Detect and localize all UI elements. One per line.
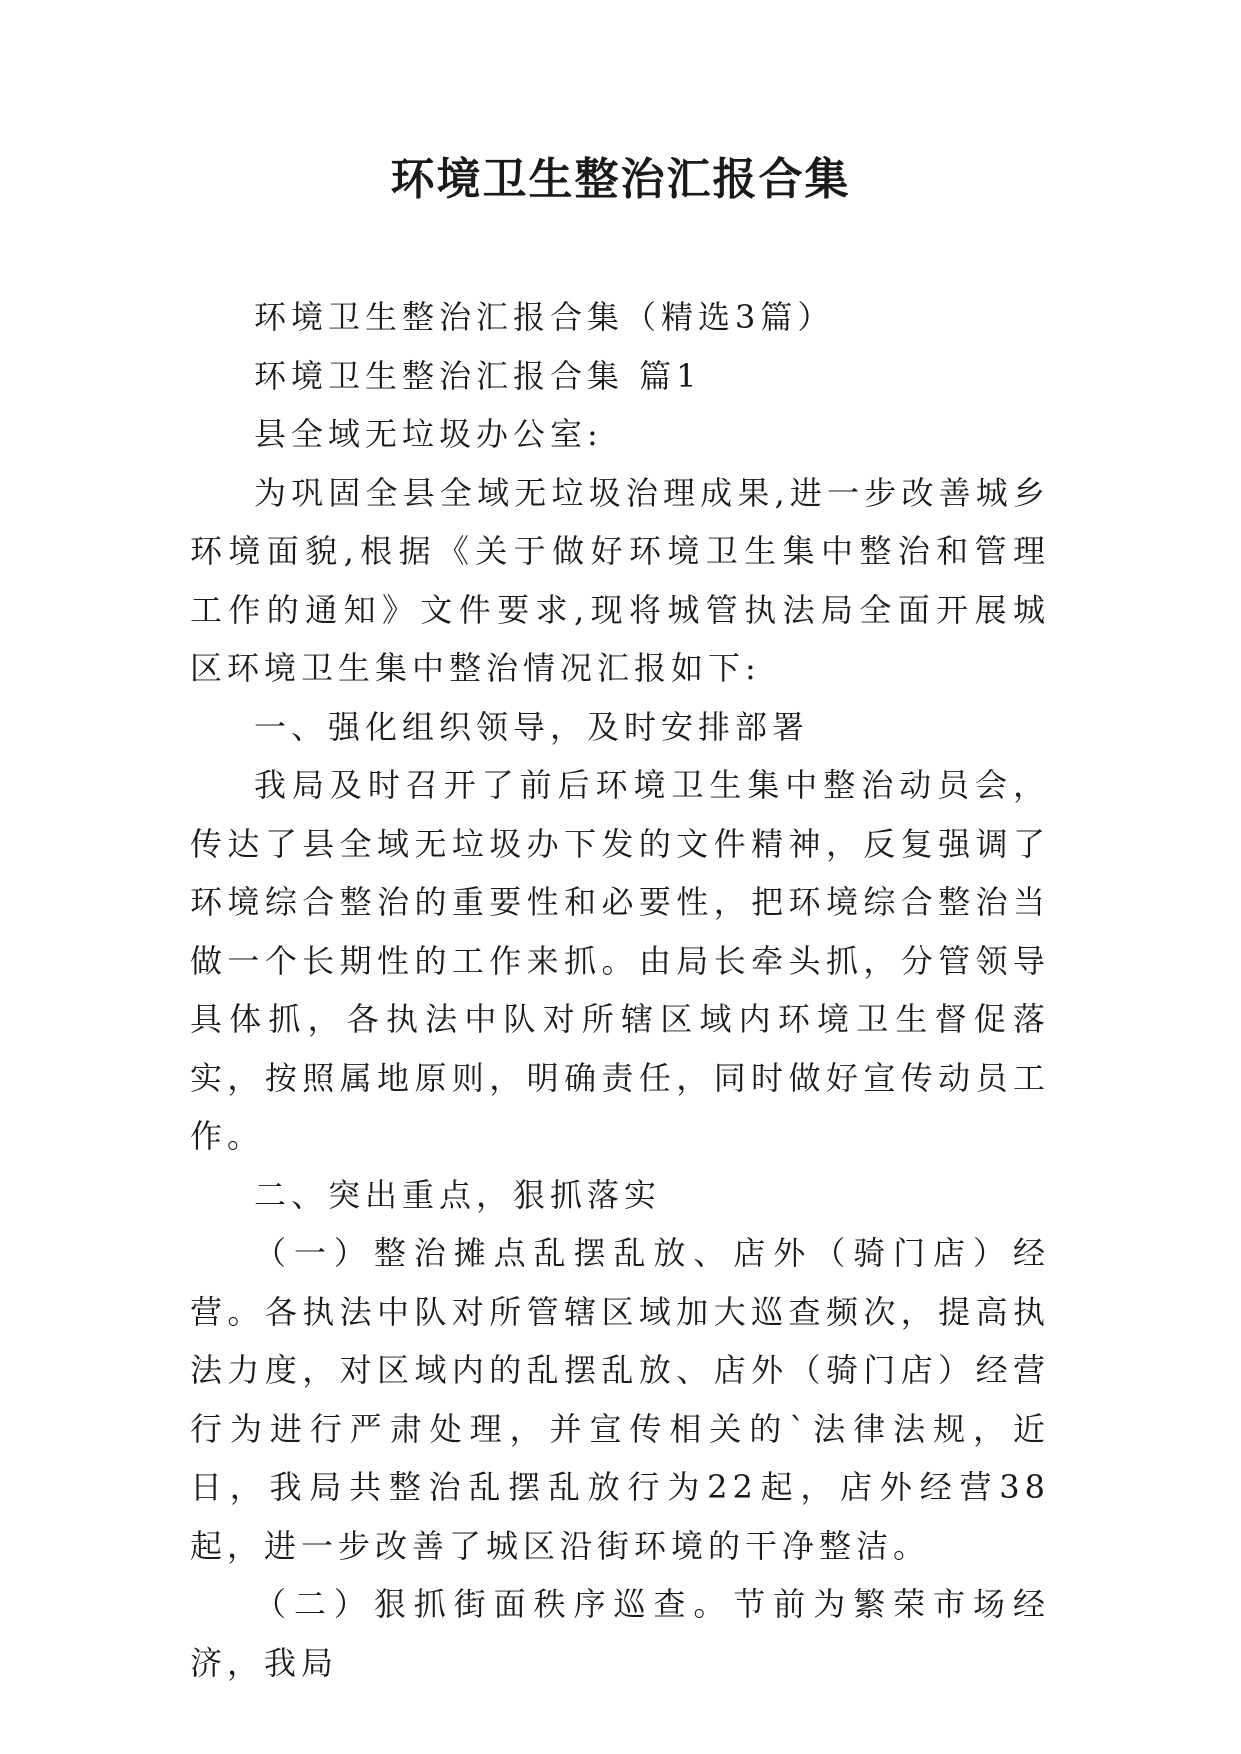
section-heading: 环境卫生整治汇报合集 篇1 (254, 356, 702, 395)
addressee-line: 县全域无垃圾办公室: (254, 415, 603, 453)
body-paragraph: （二）狠抓街面秩序巡查。节前为繁荣市场经济，我局 (190, 1585, 1050, 1682)
body-paragraph: （一）整治摊点乱摆乱放、店外（骑门店）经营。各执法中队对所管辖区域加大巡查频次，提高执法力度，对区域内的乱摆乱放、店外（骑门店）经营行为进行严肃处理，并宣传相关的`法律法规，近日，我局共整治乱摆乱放行为22起，店外经营38起，进一步改善了城区沿街环境的干净整洁。 (190, 1234, 1050, 1565)
body-paragraph: 我局及时召开了前后环境卫生集中整治动员会，传达了县全域无垃圾办下发的文件精神，反复强调了环境综合整治的重要性和必要性，把环境综合整治当做一个长期性的工作来抓。由局长牵头抓，分管领导具体抓，各执法中队对所辖区域内环境卫生督促落实，按照属地原则，明确责任，同时做好宣传动员工作。 (190, 766, 1050, 1155)
section-heading: 二、突出重点，狠抓落实 (254, 1175, 662, 1214)
subtitle-paragraph: 环境卫生整治汇报合集（精选3篇） (254, 298, 835, 336)
body-paragraph: 为巩固全县全域无垃圾治理成果,进一步改善城乡环境面貌,根据《关于做好环境卫生集中整治和管理工作的通知》文件要求,现将城管执法局全面开展城区环境卫生集中整治情况汇报如下: (190, 473, 1050, 687)
document-title: 环境卫生整治汇报合集 (390, 154, 851, 205)
section-heading: 一、强化组织领导，及时安排部署 (254, 707, 810, 746)
document-body (190, 288, 1050, 1692)
